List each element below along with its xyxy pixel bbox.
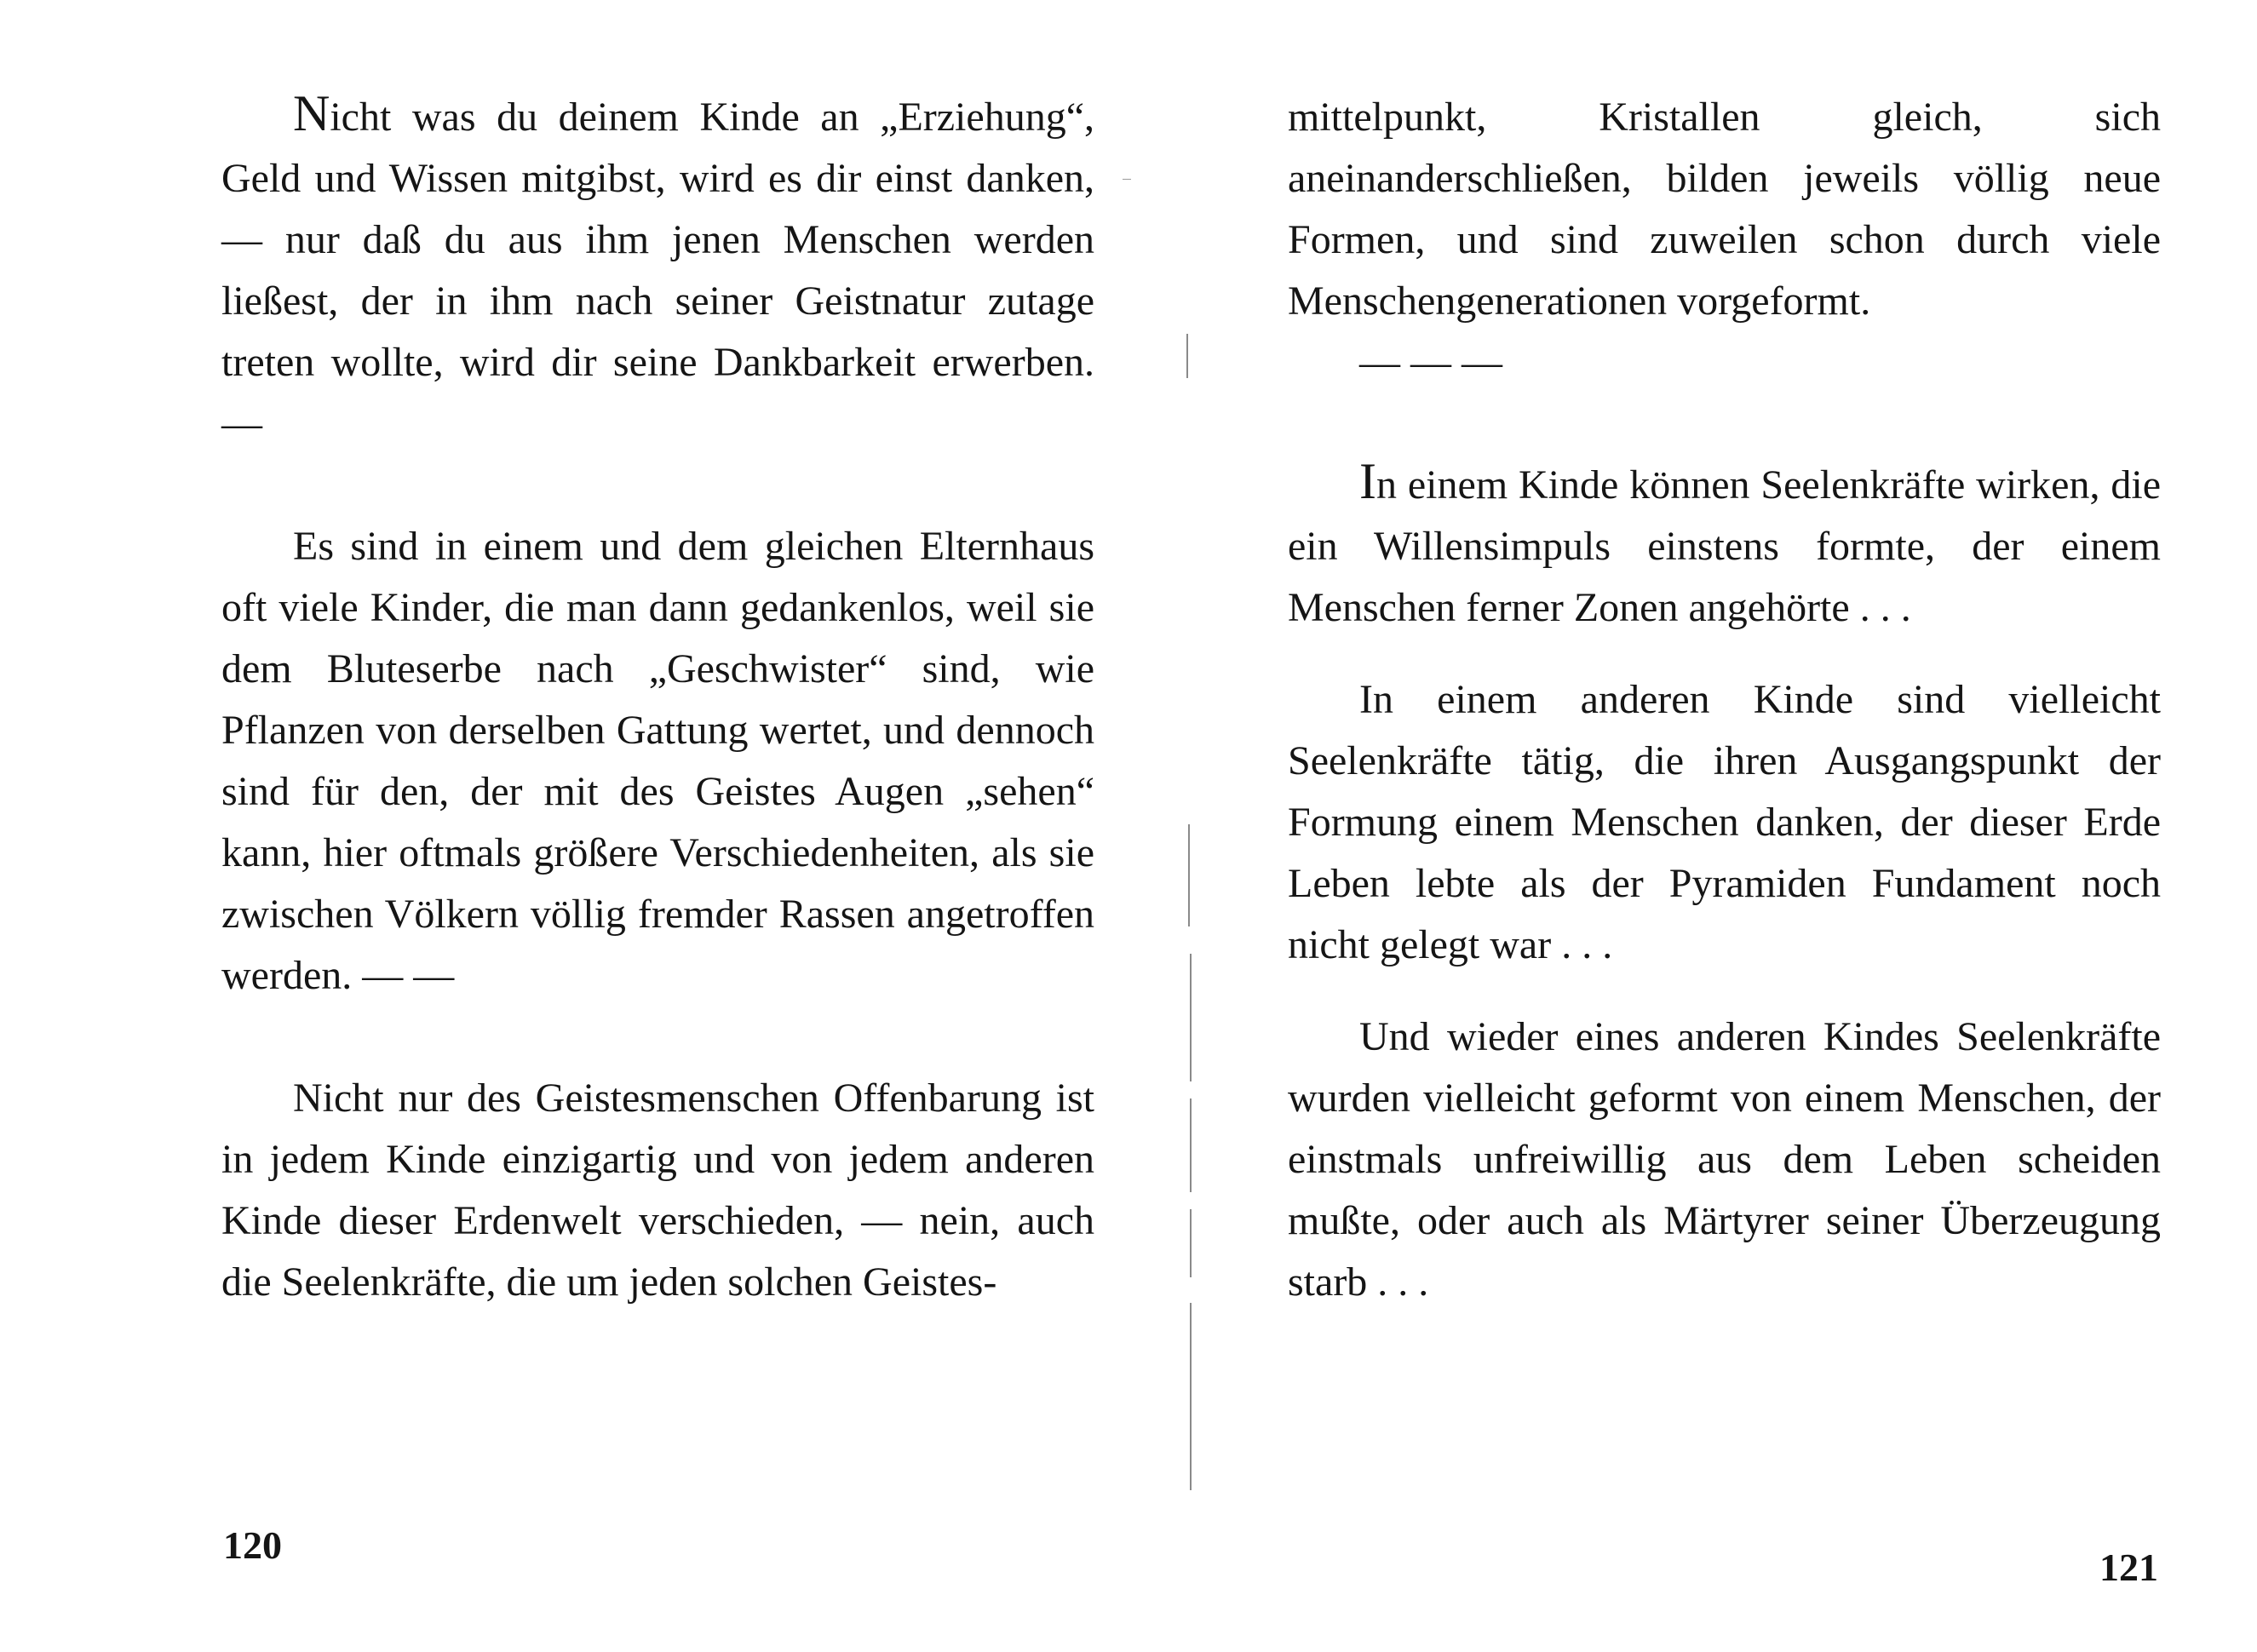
right-page-number: 121 [2099, 1546, 2158, 1589]
right-page [1128, 0, 2257, 1652]
gutter-mark [1190, 954, 1192, 1081]
left-page-number: 120 [223, 1523, 282, 1567]
left-text-block [221, 87, 1094, 1313]
left-page [0, 0, 1128, 1652]
paragraph-text: icht was du deinem Kinde an „Erziehung“, Geld und Wissen mitgibst, wird es dir einst danken, — nur daß du aus ihm jenen Menschen werden ließest, der in ihm nach seiner Geistnatur zutage treten wollte, wird dir seine Dankbarkeit erwerben. — [221, 95, 1094, 446]
gutter-mark [1190, 1209, 1192, 1277]
left-paragraph-3: Nicht nur des Geistesmenschen Offenbarung ist in jedem Kinde einzigartig und von jedem anderen Kinde dieser Erdenwelt verschieden, — nein, auch die Seelenkräfte, die um jeden solchen Geistes- [221, 1076, 1094, 1305]
gutter-mark [1186, 334, 1188, 378]
gutter-mark [1190, 1098, 1192, 1192]
gutter-mark [1188, 824, 1190, 926]
left-paragraph-2: Es sind in einem und dem gleichen Elternhaus oft viele Kinder, die man dann gedankenlos, weil sie dem Bluteserbe nach „Geschwister“ sind, wie Pflanzen von derselben Gattung wertet, und dennoch sind für den, der mit des Geistes Augen „sehen“ kann, hier oftmals größere Verschiedenheiten, als sie zwischen Völkern völlig fremder Rassen angetroffen werden. — — [221, 524, 1094, 998]
right-text-block [1288, 87, 2161, 1313]
paragraph-text: n einem Kinde können Seelenkräfte wirken, die ein Willensimpuls einstens formte, der einem Menschen ferner Zonen angehörte . . . [1288, 462, 2161, 630]
right-paragraph-3: Und wieder eines anderen Kindes Seelenkräfte wurden vielleicht geformt von einem Menschen, der einstmals unfreiwillig aus dem Leben scheiden mußte, oder auch als Märtyrer seiner Überzeugung starb . . . [1288, 1014, 2161, 1305]
section-separator: — — — [1359, 340, 1502, 385]
right-paragraph-2: In einem anderen Kinde sind vielleicht Seelenkräfte tätig, die ihren Ausgangspunkt der Formung einem Menschen danken, der dieser Erde Leben lebte als der Pyramiden Fundament noch nicht gelegt war . . . [1288, 677, 2161, 967]
right-continuation: mittelpunkt, Kristallen gleich, sich aneinanderschließen, bilden jeweils völlig neue Formen, und sind zuweilen schon durch viele Menschengenerationen vorgeformt. [1288, 95, 2161, 324]
right-paragraph-1 [1288, 455, 2161, 639]
drop-initial: I [1359, 453, 1376, 509]
left-paragraph-1 [221, 87, 1094, 455]
gutter-mark [1190, 1303, 1192, 1490]
drop-initial: N [293, 85, 330, 141]
gutter-tick [1123, 179, 1131, 180]
